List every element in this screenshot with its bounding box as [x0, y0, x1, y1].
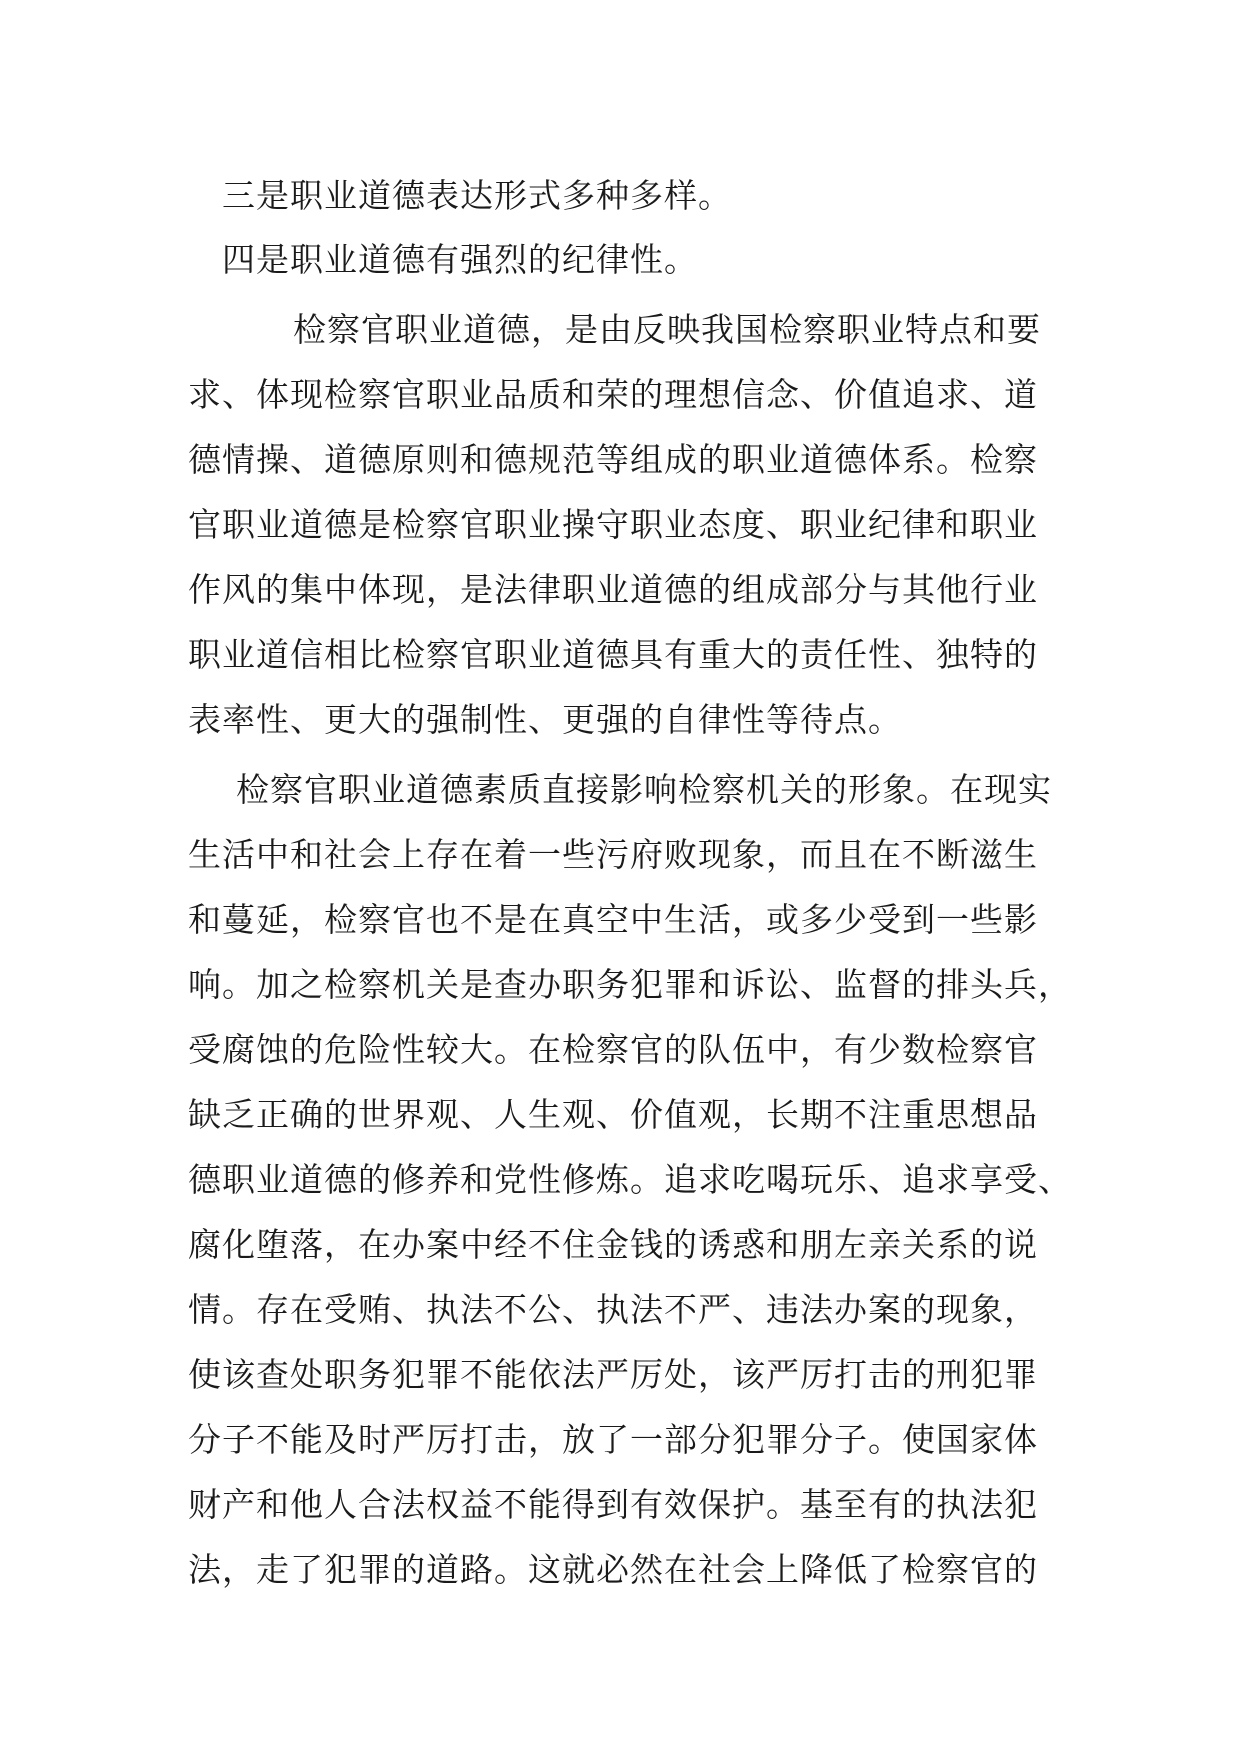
text-line: 检察官职业道德素质直接影响检察机关的形象。在现实 — [236, 770, 1052, 809]
text-line: 财产和他人合法权益不能得到有效保护。基至有的执法犯 — [188, 1485, 1038, 1524]
text-line: 缺乏正确的世界观、人生观、价值观，长期不注重思想品 — [188, 1095, 1038, 1134]
text-line: 响。加之检察机关是查办职务犯罪和诉讼、监督的排头兵， — [188, 965, 1072, 1004]
text-line: 使该查处职务犯罪不能依法严厉处，该严厉打击的刑犯罪 — [188, 1355, 1038, 1394]
text-line: 受腐蚀的危险性较大。在检察官的队伍中，有少数检察官 — [188, 1030, 1038, 1069]
text-line: 四是职业道德有强烈的纪律性。 — [222, 240, 698, 279]
text-line: 三是职业道德表达形式多种多样。 — [222, 176, 732, 215]
text-line: 和蔓延，检察官也不是在真空中生活，或多少受到一些影 — [188, 900, 1038, 939]
text-line: 官职业道德是检察官职业操守职业态度、职业纪律和职业 — [188, 505, 1038, 544]
text-line: 求、体现检察官职业品质和荣的理想信念、价值追求、道 — [188, 375, 1038, 414]
text-line: 分子不能及时严厉打击，放了一部分犯罪分子。使国家体 — [188, 1420, 1038, 1459]
text-line: 检察官职业道德，是由反映我国检察职业特点和要 — [293, 310, 1041, 349]
text-line: 法，走了犯罪的道路。这就必然在社会上降低了检察官的 — [188, 1550, 1038, 1589]
text-line: 德情操、道德原则和德规范等组成的职业道德体系。检察 — [188, 440, 1038, 479]
text-line: 生活中和社会上存在着一些污府败现象，而且在不断滋生 — [188, 835, 1038, 874]
text-line: 作风的集中体现，是法律职业道德的组成部分与其他行业 — [188, 570, 1038, 609]
text-line: 职业道信相比检察官职业道德具有重大的责任性、独特的 — [188, 635, 1038, 674]
text-line: 腐化堕落，在办案中经不住金钱的诱惑和朋左亲关系的说 — [188, 1225, 1038, 1264]
text-line: 表率性、更大的强制性、更强的自律性等待点。 — [188, 700, 902, 739]
text-line: 情。存在受贿、执法不公、执法不严、违法办案的现象， — [188, 1290, 1038, 1329]
text-line: 德职业道德的修养和党性修炼。追求吃喝玩乐、追求享受、 — [188, 1160, 1072, 1199]
